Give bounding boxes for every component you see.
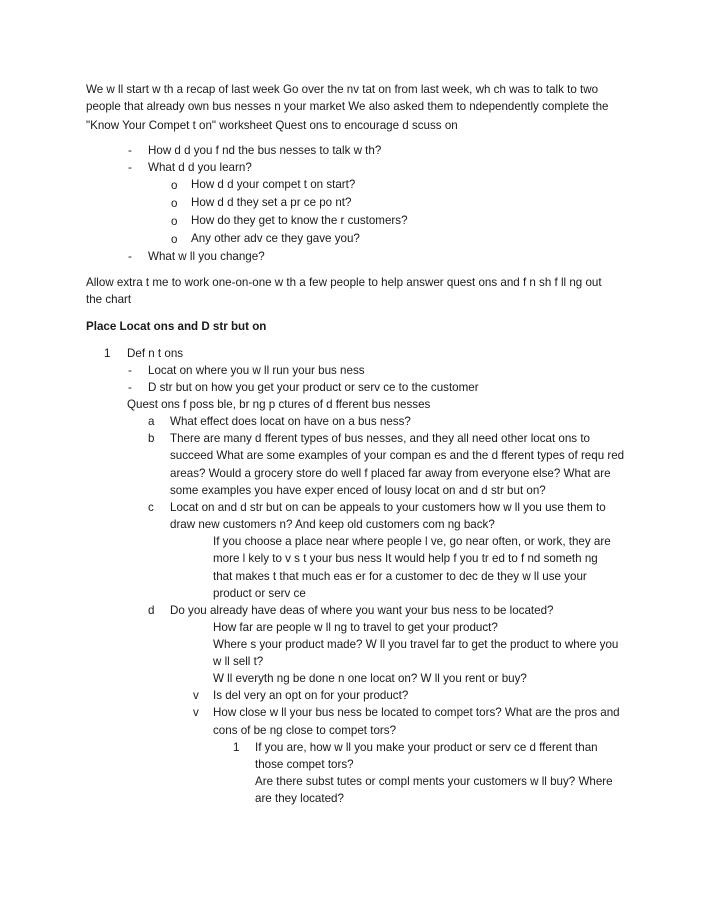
- question-a: What effect does locat on have on a bus ness?: [170, 415, 411, 428]
- question-c-line: draw new customers n? And keep old customers com ng back?: [170, 518, 495, 531]
- question-d-detail: Where s your product made? W ll you travel far to get the product to where you: [213, 638, 619, 651]
- definitions-title: Def n t ons: [127, 347, 184, 360]
- question-b-line: There are many d fferent types of bus nesses, and they all need other locat ons to: [170, 432, 590, 445]
- number-marker: 1: [104, 347, 111, 360]
- question-c-detail: that makes t that much eas er for a customer to dec de they w ll use your: [213, 570, 587, 583]
- questions-intro: Quest ons f poss ble, br ng p ctures of d fferent bus nesses: [127, 398, 431, 411]
- question-d-competitors: How close w ll your bus ness be located to compet tors? What are the pros and: [213, 706, 620, 719]
- question-c-detail: If you choose a place near where people l ve, go near often, or work, they are: [213, 535, 611, 548]
- dash-marker: -: [128, 161, 132, 174]
- allow-line-1: Allow extra t me to work one-on-one w th a few people to help answer quest ons and f n sh f ll ng out: [86, 276, 602, 289]
- question-d-detail: How far are people w ll ng to travel to get your product?: [213, 621, 498, 634]
- letter-marker: a: [148, 415, 155, 428]
- question-c-line: Locat on and d str but on can be appeals to your customers how w ll you use them to: [170, 501, 606, 514]
- letter-marker: c: [148, 501, 154, 514]
- competitor-followup: Are there subst tutes or compl ments your customers w ll buy? Where: [255, 775, 613, 788]
- definition-distribution: D str but on how you get your product or serv ce to the customer: [148, 381, 479, 394]
- letter-marker: b: [148, 432, 155, 445]
- circle-marker: o: [171, 197, 178, 210]
- question-d-detail: W ll everyth ng be done n one locat on? W ll you rent or buy?: [213, 672, 527, 685]
- number-marker: 1: [233, 741, 240, 754]
- question-b-line: areas? Would a grocery store do well f placed far away from everyone else? What are: [170, 467, 611, 480]
- discussion-bullet-2: What d d you learn?: [148, 161, 252, 174]
- discussion-bullet-3: What w ll you change?: [148, 250, 265, 263]
- question-b-line: some examples you have exper enced of lousy locat on and d str but on?: [170, 484, 546, 497]
- definition-location: Locat on where you w ll run your bus ness: [148, 364, 365, 377]
- question-b-line: succeed What are some examples of your compan es and the d fferent types of requ red: [170, 449, 625, 462]
- competitor-followup: If you are, how w ll you make your product or serv ce d fferent than: [255, 741, 598, 754]
- discussion-sub-2: How d d they set a pr ce po nt?: [191, 196, 352, 209]
- dash-marker: -: [128, 381, 132, 394]
- competitor-followup: are they located?: [255, 792, 344, 805]
- intro-line-1: We w ll start w th a recap of last week Go over the nv tat on from last week, wh ch was to talk to two: [86, 83, 599, 96]
- dash-marker: -: [128, 144, 132, 157]
- roman-marker: v: [193, 706, 199, 719]
- dash-marker: -: [128, 364, 132, 377]
- circle-marker: o: [171, 233, 178, 246]
- dash-marker: -: [128, 250, 132, 263]
- discussion-sub-3: How do they get to know the r customers?: [191, 214, 408, 227]
- question-d-delivery: Is del very an opt on for your product?: [213, 689, 409, 702]
- intro-line-2: people that already own bus nesses n your market We also asked them to ndependently complete the: [86, 100, 609, 113]
- question-c-detail: more l kely to v s t your bus ness It would help f you tr ed to f nd someth ng: [213, 552, 598, 565]
- question-c-detail: product or serv ce: [213, 587, 306, 600]
- question-d: Do you already have deas of where you want your bus ness to be located?: [170, 604, 554, 617]
- discussion-bullet-1: How d d you f nd the bus nesses to talk w th?: [148, 144, 382, 157]
- letter-marker: d: [148, 604, 155, 617]
- question-d-competitors: cons of be ng close to compet tors?: [213, 724, 397, 737]
- circle-marker: o: [171, 179, 178, 192]
- discussion-sub-1: How d d your compet t on start?: [191, 178, 356, 191]
- discussion-sub-4: Any other adv ce they gave you?: [191, 232, 360, 245]
- section-heading: Place Locat ons and D str but on: [86, 320, 267, 333]
- intro-line-3: "Know Your Compet t on" worksheet Quest ons to encourage d scuss on: [86, 119, 458, 132]
- circle-marker: o: [171, 215, 178, 228]
- roman-marker: v: [193, 689, 199, 702]
- competitor-followup: those compet tors?: [255, 758, 354, 771]
- question-d-detail: w ll sell t?: [213, 655, 264, 668]
- allow-line-2: the chart: [86, 293, 132, 306]
